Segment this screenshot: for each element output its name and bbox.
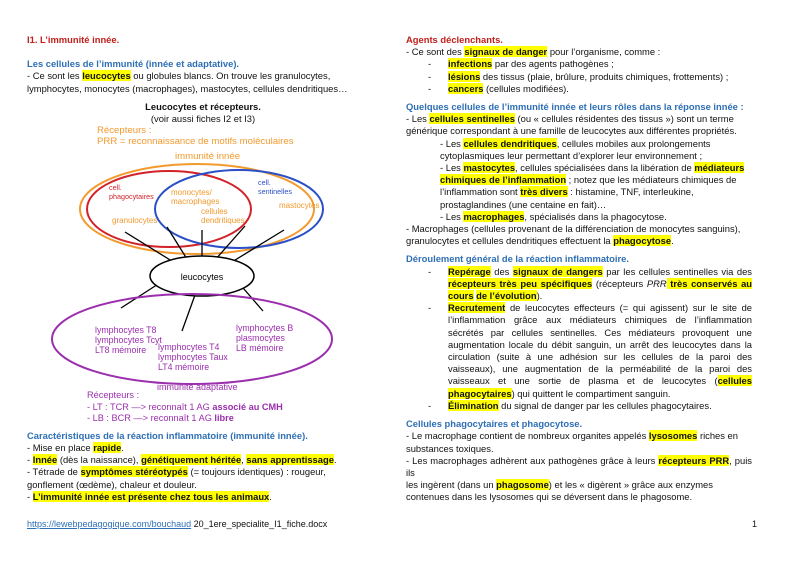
- sentinel-label-2: sentinelles: [258, 187, 292, 197]
- char-line-1: - Mise en place rapide.: [27, 441, 124, 453]
- diagram-title: Leucocytes et récepteurs.: [145, 100, 261, 112]
- agents-bullet-2: - lésions des tissus (plaie, brûlure, produits chimiques, frottements) ;: [428, 70, 729, 82]
- footer-filename: 20_1ere_specialite_I1_fiche.docx: [191, 519, 328, 529]
- phago-line-3: - Les macrophages adhèrent aux pathogènes grâce à leurs récepteurs PRR, puis ils: [406, 454, 752, 478]
- cells-sentinel-line-2: générique correspondant à une famille de leucocytes aux différentes propriétés.: [406, 125, 737, 137]
- cells-macrophages: - Les macrophages, spécialisés dans la phagocytose.: [440, 210, 667, 222]
- paragraph-leucocytes: - Ce sont les leucocytes ou globules blancs. On trouve les granulocytes,: [27, 70, 331, 82]
- innate-immunity-label: immunité innée: [175, 151, 241, 163]
- char-line-5: - L’immunité innée est présente chez tous les animaux.: [27, 490, 272, 502]
- agents-heading: Agents déclenchants.: [406, 34, 503, 45]
- left-column: [27, 34, 379, 503]
- lt8-label-2: lymphocytes Tcyt: [95, 335, 162, 346]
- phagocytic-cells-label-1: cell.: [109, 183, 122, 193]
- cells-dendritic-1: - Les cellules dendritiques, cellules mobiles aux prolongements: [440, 137, 711, 149]
- right-column: [406, 34, 752, 504]
- agents-intro: - Ce sont des signaux de danger pour l’organisme, comme :: [406, 46, 661, 58]
- cells-mastocytes-3: l’inflammation sont très divers : histamine, TNF, interleukine,: [440, 186, 694, 198]
- receptors-innate-text: PRR = reconnaissance de motifs moléculaires: [97, 136, 294, 148]
- deroulement-heading: Déroulement général de la réaction inflammatoire.: [406, 253, 629, 265]
- phago-line-5: contenues dans les lysosomes qui se déversent dans le phagosome.: [406, 491, 693, 503]
- phago-line-4: les ingèrent (dans un phagosome) et les « digèrent » grâce aux enzymes: [406, 479, 713, 491]
- char-line-2: - Innée (dès la naissance), génétiquement héritée, sans apprentissage.: [27, 454, 337, 466]
- page-number: 1: [751, 519, 757, 529]
- paragraph-leucocytes-cont: lymphocytes, monocytes (macrophages), mastocytes, cellules dendritiques…: [27, 82, 348, 94]
- cells-mastocytes-4: prostaglandines (une centaine en fait)…: [440, 198, 607, 210]
- cells-mastocytes-2: chimiques de l’inflammation ; notez que les médiateurs chimiques de: [440, 174, 737, 186]
- agents-bullet-3: - cancers (cellules modifiées).: [428, 82, 569, 94]
- footer-link[interactable]: https://lewebpedagogique.com/bouchaud: [27, 519, 192, 529]
- phagocytic-cells-label-2: phagocytaires: [109, 192, 154, 202]
- mastocytes-label: mastocytes: [279, 201, 320, 211]
- page-footer: [27, 518, 757, 530]
- phago-line-1: - Le macrophage contient de nombreux organites appelés lysosomes riches en: [406, 430, 738, 442]
- lt8-label-1: lymphocytes T8: [95, 325, 157, 336]
- agents-bullet-1: - infections par des agents pathogènes ;: [428, 58, 614, 70]
- section-heading-characteristics: Caractéristiques de la réaction inflammatoire (immunité innée).: [27, 429, 308, 441]
- lt4-label-3: LT4 mémoire: [158, 362, 210, 373]
- receptors-lb: - LB : BCR —> reconnaît 1 AG libre: [87, 413, 234, 424]
- char-line-3: - Tétrade de symptômes stéréotypés (= toujours identiques) : rougeur,: [27, 466, 326, 478]
- lb-label-1: lymphocytes B: [236, 323, 294, 334]
- leucocytes-center-label: leucocytes: [180, 272, 224, 283]
- cells-line-4: granulocytes et cellules dendritiques effectuent la phagocytose.: [406, 235, 674, 247]
- receptors-innate-label: Récepteurs :: [97, 125, 152, 137]
- granulocytes-label: granulocytes: [112, 216, 158, 226]
- cells-line-3: - Macrophages (cellules provenant de la différenciation de monocytes sanguins),: [406, 223, 741, 235]
- sentinel-label-1: cell.: [258, 178, 271, 188]
- cells-sentinel-line: - Les cellules sentinelles (ou « cellules résidentes des tissus ») sont un terme: [406, 113, 734, 125]
- receptors-adaptive-label: Récepteurs :: [87, 390, 140, 401]
- phago-line-2: substances toxiques.: [406, 442, 494, 454]
- step-elimination: - Élimination du signal de danger par les cellules phagocytaires.: [428, 399, 712, 411]
- cells-dendritic-2: cytoplasmiques leur permettant d’explorer leur environnement ;: [440, 149, 703, 161]
- step-reperage: - Repérage des signaux de dangers par les cellules sentinelles via des récepteurs très peu spécifiques (récepteurs PRR très conservés au cours de l’évolution).: [428, 265, 753, 302]
- monocytes-label-2: macrophages: [171, 197, 220, 207]
- cells-mastocytes-1: - Les mastocytes, cellules spécialisées dans la libération de médiateurs: [440, 162, 745, 174]
- dendritic-label-2: dendritiques: [201, 216, 245, 226]
- char-line-4: gonflement (œdème), chaleur et douleur.: [27, 478, 197, 490]
- adaptive-immunity-label: immunité adaptative: [157, 382, 238, 393]
- lt4-label-2: lymphocytes Taux: [158, 352, 228, 363]
- lt8-label-3: LT8 mémoire: [95, 345, 147, 356]
- cells-heading: Quelques cellules de l’immunité innée et leurs rôles dans la réponse innée :: [406, 101, 744, 113]
- page-title: I1. L’immunité innée.: [27, 34, 120, 45]
- lb-label-3: LB mémoire: [236, 343, 284, 354]
- receptors-adaptive: [27, 390, 379, 425]
- lt4-label-1: lymphocytes T4: [158, 342, 220, 353]
- receptors-lt: - LT : TCR —> reconnaît 1 AG associé au CMH: [87, 401, 283, 412]
- monocytes-label-1: monocytes/: [171, 188, 212, 198]
- phagocytosis-heading: Cellules phagocytaires et phagocytose.: [406, 418, 583, 430]
- lb-label-2: plasmocytes: [236, 333, 285, 344]
- step-recrutement: - Recrutement de leucocytes effecteurs (= qui agissent) sur le site de l’inflammation grâce aux médiateurs chimiques de l’inflammation sécrétés par cellules sentinelles. Ces médiateurs provoquent une augmentation locale du débit sanguin, un arrêt des leucocytes dans la circulation (suite à une adhésion sur les cellules de la paroi des vaisseaux), une augmentation de la perméabilité de la paroi des vaisseaux et une sortie de plasma et de leucocytes (cellules phagocytaires) qui quittent le compartiment sanguin.: [428, 302, 752, 399]
- dendritic-label-1: cellules: [201, 207, 228, 217]
- section-heading-cells: Les cellules de l’immunité (innée et adaptative).: [27, 58, 240, 70]
- diagram-subtitle: (voir aussi fiches I2 et I3): [150, 113, 256, 125]
- leucocytes-diagram: [27, 124, 379, 396]
